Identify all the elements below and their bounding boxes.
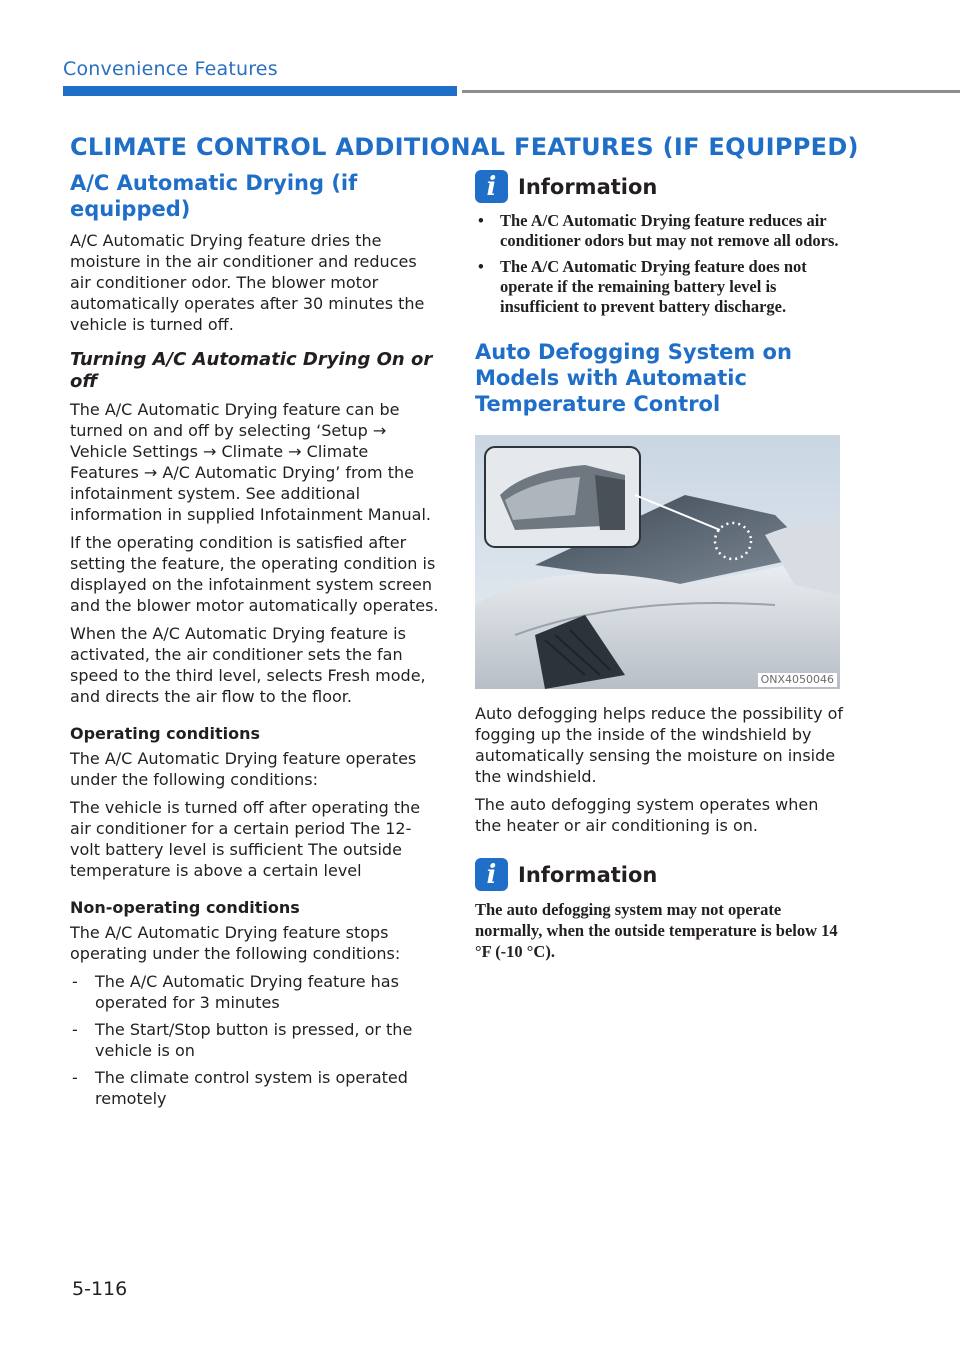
info-label: Information	[518, 174, 658, 199]
list-item: - The Start/Stop button is pressed, or the vehicle is on	[70, 1019, 440, 1061]
non-operating-list	[70, 971, 440, 1109]
windshield-sensor-figure	[475, 435, 840, 689]
paragraph-operating-1: The A/C Automatic Drying feature operates under the following conditions:	[70, 749, 417, 789]
heading-auto-defogging: Auto Defogging System on Models with Automatic Temperature Control	[475, 340, 792, 416]
subheading-turning-on-off: Turning A/C Automatic Drying On or off	[70, 349, 433, 392]
paragraph-activated: When the A/C Automatic Drying feature is activated, the air conditioner sets the fan speed to the third level, selects Fresh mode, and directs the air flow to the floor.	[70, 624, 426, 706]
info-i-icon: i	[475, 170, 508, 203]
intro-paragraph: A/C Automatic Drying feature dries the moisture in the air conditioner and reduces air conditioner odor. The blower motor automatically operates after 30 minutes the vehicle is turned off.	[70, 231, 425, 334]
info-1-list	[475, 211, 845, 317]
paragraph-setup: The A/C Automatic Drying feature can be turned on and off by selecting ‘Setup → Vehicle Settings → Climate → Climate Features → A/C Automatic Drying’ from the infotainment system. See additional information in supplied Infotainment Manual.	[70, 400, 431, 524]
left-column	[70, 170, 440, 1115]
header-section-title: Convenience Features	[63, 58, 278, 80]
car-windshield-illustration	[475, 435, 840, 689]
section-title: CLIMATE CONTROL ADDITIONAL FEATURES (IF EQUIPPED)	[70, 133, 859, 161]
header-bar-thin	[462, 90, 960, 93]
list-item: - The climate control system is operated remotely	[70, 1067, 440, 1109]
list-item: • The A/C Automatic Drying feature reduces air conditioner odors but may not remove all odors.	[475, 211, 845, 251]
paragraph-auto-defogging-1: Auto defogging helps reduce the possibility of fogging up the inside of the windshield by automatically sensing the moisture on inside the windshield.	[475, 704, 844, 786]
info-box-2-header	[475, 858, 845, 891]
page-number: 5-116	[72, 1278, 128, 1300]
paragraph-non-operating: The A/C Automatic Drying feature stops operating under the following conditions:	[70, 923, 401, 963]
info-label: Information	[518, 862, 658, 887]
paragraph-auto-defogging-2: The auto defogging system operates when the heater or air conditioning is on.	[475, 795, 819, 835]
right-column	[475, 170, 845, 962]
list-item: • The A/C Automatic Drying feature does not operate if the remaining battery level is insufficient to prevent battery discharge.	[475, 257, 845, 317]
list-item: - The A/C Automatic Drying feature has operated for 3 minutes	[70, 971, 440, 1013]
paragraph-operating-2: The vehicle is turned off after operating the air conditioner for a certain period The 12-volt battery level is sufficient The outside temperature is above a certain level	[70, 798, 421, 880]
info-2-text: The auto defogging system may not operate normally, when the outside temperature is below 14 °F (-10 °C).	[475, 900, 838, 961]
heading-ac-drying: A/C Automatic Drying (if equipped)	[70, 171, 358, 221]
heading-operating-conditions: Operating conditions	[70, 724, 260, 743]
info-box-1-header	[475, 170, 845, 203]
heading-non-operating-conditions: Non-operating conditions	[70, 898, 300, 917]
figure-code: ONX4050046	[758, 673, 837, 687]
paragraph-operating-condition: If the operating condition is satisfied after setting the feature, the operating condition is displayed on the infotainment system screen and the blower motor automatically operates.	[70, 533, 439, 615]
header-bar-thick	[63, 86, 457, 96]
info-i-icon: i	[475, 858, 508, 891]
